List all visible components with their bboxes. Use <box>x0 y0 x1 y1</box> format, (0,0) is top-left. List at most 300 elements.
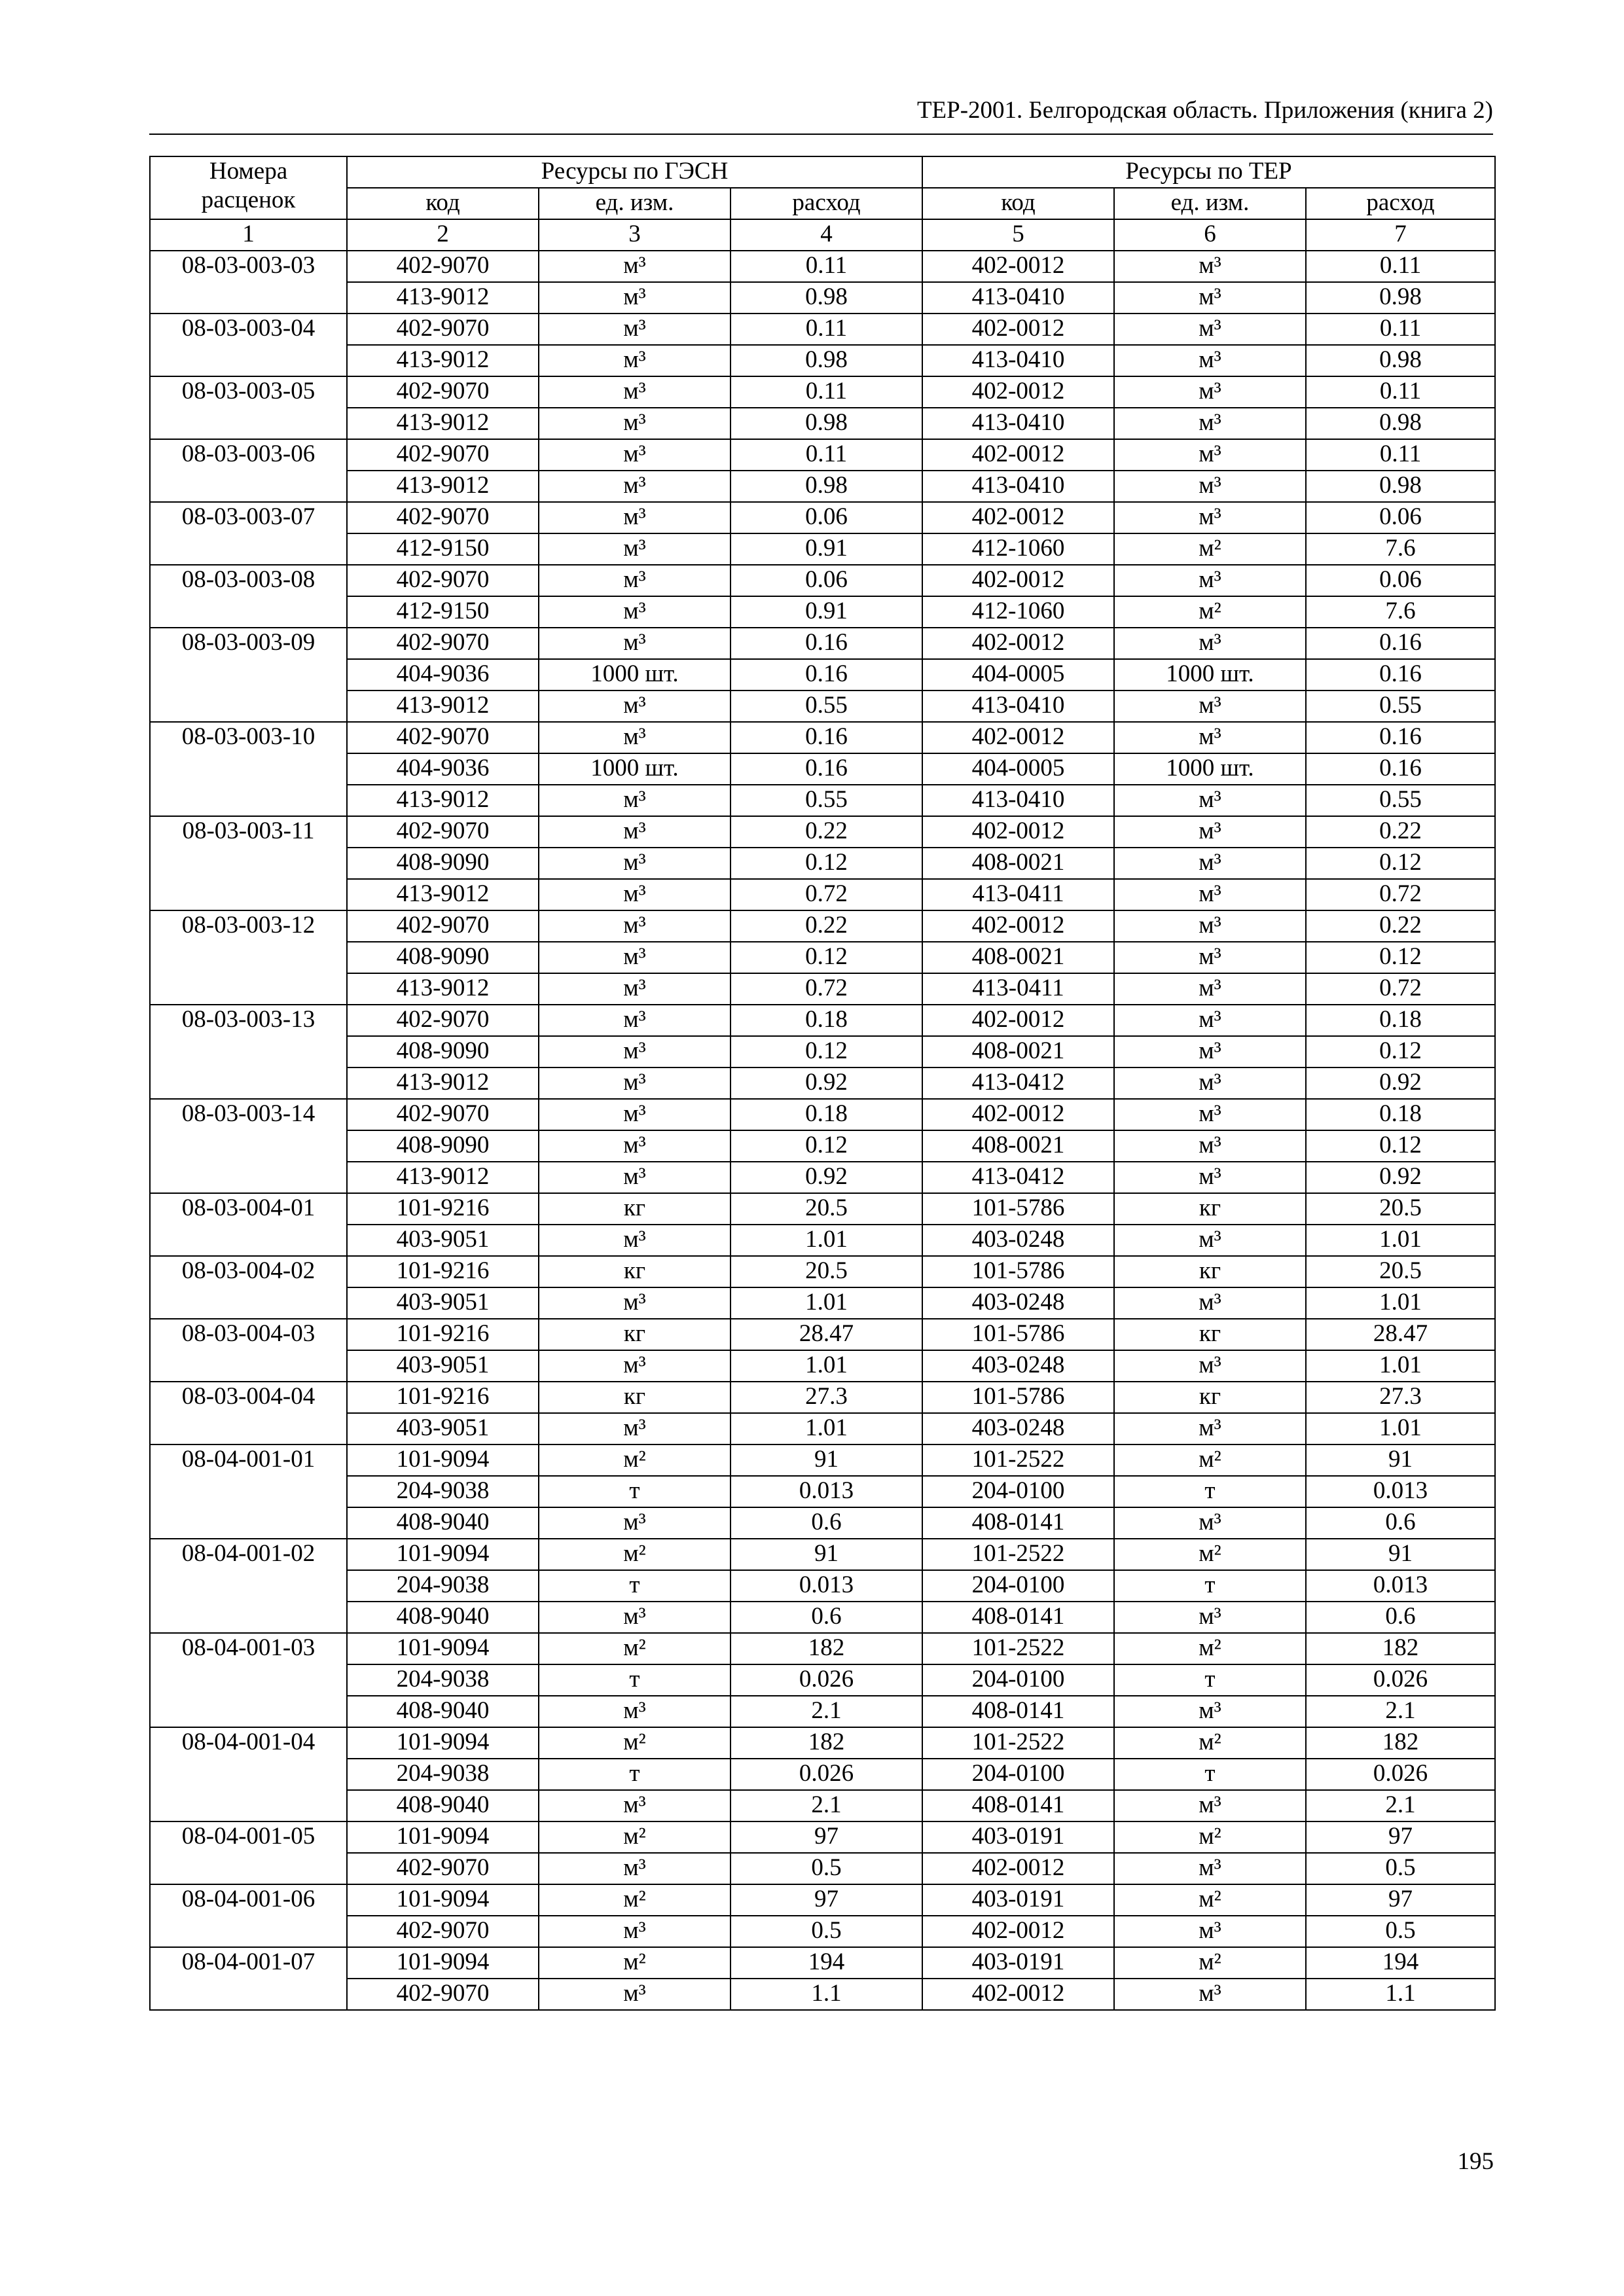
ter-consumption-cell: 0.22 <box>1306 910 1495 942</box>
table-row <box>150 1884 1495 1916</box>
gesn-consumption-cell: 0.06 <box>731 565 922 596</box>
gesn-code-cell: 101-9094 <box>347 1727 539 1759</box>
gesn-code-cell: 402-9070 <box>347 1916 539 1947</box>
gesn-code-cell: 413-9012 <box>347 345 539 376</box>
ter-code-cell: 402-0012 <box>922 251 1114 282</box>
gesn-header: Ресурсы по ГЭСН <box>347 156 922 188</box>
gesn-unit-cell: м³ <box>539 1916 731 1947</box>
ter-unit-cell: м³ <box>1114 1225 1306 1256</box>
table-row <box>150 1759 1495 1790</box>
ter-code-cell: 413-0410 <box>922 691 1114 722</box>
gesn-consumption-cell: 194 <box>731 1947 922 1979</box>
gesn-unit-cell: м³ <box>539 1099 731 1130</box>
ter-code-cell: 402-0012 <box>922 1099 1114 1130</box>
table-row <box>150 1664 1495 1696</box>
gesn-code-cell: 408-9040 <box>347 1602 539 1633</box>
ter-consumption-header: расход <box>1306 188 1495 219</box>
ter-code-cell: 413-0410 <box>922 471 1114 502</box>
ter-consumption-cell: 0.11 <box>1306 376 1495 408</box>
gesn-consumption-cell: 182 <box>731 1727 922 1759</box>
ter-unit-cell: м² <box>1114 1633 1306 1664</box>
gesn-consumption-cell: 0.5 <box>731 1853 922 1884</box>
gesn-unit-cell: м³ <box>539 1287 731 1319</box>
ter-unit-cell: кг <box>1114 1319 1306 1350</box>
gesn-code-cell: 402-9070 <box>347 910 539 942</box>
ter-code-cell: 413-0412 <box>922 1162 1114 1193</box>
gesn-unit-cell: м² <box>539 1727 731 1759</box>
ter-code-cell: 408-0021 <box>922 1036 1114 1067</box>
ter-unit-cell: м³ <box>1114 879 1306 910</box>
gesn-unit-cell: м² <box>539 1633 731 1664</box>
gesn-code-cell: 403-9051 <box>347 1287 539 1319</box>
rate-number-cell: 08-04-001-06 <box>150 1884 347 1947</box>
table-row <box>150 879 1495 910</box>
ter-code-cell: 204-0100 <box>922 1759 1114 1790</box>
ter-code-cell: 413-0410 <box>922 785 1114 816</box>
gesn-unit-cell: м³ <box>539 1350 731 1382</box>
gesn-consumption-cell: 0.6 <box>731 1602 922 1633</box>
gesn-consumption-cell: 20.5 <box>731 1193 922 1225</box>
table-row <box>150 1821 1495 1853</box>
ter-unit-cell: м² <box>1114 1821 1306 1853</box>
ter-unit-cell: т <box>1114 1476 1306 1507</box>
gesn-code-cell: 402-9070 <box>347 251 539 282</box>
ter-consumption-cell: 1.1 <box>1306 1979 1495 2010</box>
ter-unit-cell: м³ <box>1114 1005 1306 1036</box>
rate-number-cell: 08-03-004-02 <box>150 1256 347 1319</box>
gesn-consumption-cell: 0.16 <box>731 628 922 659</box>
gesn-unit-cell: м³ <box>539 1696 731 1727</box>
ter-consumption-cell: 0.92 <box>1306 1162 1495 1193</box>
gesn-consumption-cell: 0.06 <box>731 502 922 533</box>
table-row <box>150 314 1495 345</box>
ter-code-cell: 101-5786 <box>922 1382 1114 1413</box>
gesn-code-cell: 101-9094 <box>347 1633 539 1664</box>
ter-consumption-cell: 182 <box>1306 1727 1495 1759</box>
ter-unit-cell: т <box>1114 1664 1306 1696</box>
gesn-consumption-cell: 0.55 <box>731 691 922 722</box>
ter-code-cell: 101-5786 <box>922 1319 1114 1350</box>
gesn-unit-cell: м³ <box>539 314 731 345</box>
ter-code-cell: 402-0012 <box>922 314 1114 345</box>
gesn-consumption-cell: 91 <box>731 1444 922 1476</box>
ter-code-cell: 408-0141 <box>922 1602 1114 1633</box>
gesn-unit-cell: м³ <box>539 345 731 376</box>
gesn-unit-cell: м³ <box>539 1067 731 1099</box>
table-row <box>150 910 1495 942</box>
gesn-consumption-cell: 0.026 <box>731 1759 922 1790</box>
ter-consumption-cell: 0.5 <box>1306 1853 1495 1884</box>
head-row-sub <box>150 188 1495 219</box>
ter-code-cell: 402-0012 <box>922 816 1114 848</box>
gesn-unit-cell: м³ <box>539 1979 731 2010</box>
ter-unit-cell: м² <box>1114 533 1306 565</box>
ter-consumption-cell: 0.55 <box>1306 785 1495 816</box>
gesn-consumption-cell: 2.1 <box>731 1790 922 1821</box>
gesn-code-cell: 403-9051 <box>347 1225 539 1256</box>
ter-consumption-cell: 0.6 <box>1306 1507 1495 1539</box>
ter-unit-header: ед. изм. <box>1114 188 1306 219</box>
ter-unit-cell: м³ <box>1114 848 1306 879</box>
ter-code-cell: 101-5786 <box>922 1256 1114 1287</box>
ter-code-cell: 402-0012 <box>922 722 1114 753</box>
gesn-unit-cell: м³ <box>539 251 731 282</box>
gesn-code-cell: 402-9070 <box>347 722 539 753</box>
gesn-code-cell: 413-9012 <box>347 471 539 502</box>
ter-code-cell: 402-0012 <box>922 1005 1114 1036</box>
gesn-code-cell: 402-9070 <box>347 628 539 659</box>
gesn-unit-cell: м³ <box>539 942 731 973</box>
ter-code-cell: 101-5786 <box>922 1193 1114 1225</box>
gesn-consumption-cell: 0.16 <box>731 659 922 691</box>
gesn-code-cell: 101-9094 <box>347 1444 539 1476</box>
gesn-unit-cell: м³ <box>539 1005 731 1036</box>
gesn-code-cell: 404-9036 <box>347 659 539 691</box>
ter-unit-cell: м³ <box>1114 502 1306 533</box>
ter-unit-cell: кг <box>1114 1382 1306 1413</box>
gesn-code-cell: 101-9094 <box>347 1884 539 1916</box>
gesn-code-cell: 413-9012 <box>347 691 539 722</box>
ter-consumption-cell: 0.12 <box>1306 1036 1495 1067</box>
rate-number-cell: 08-03-003-12 <box>150 910 347 1005</box>
gesn-code-cell: 412-9150 <box>347 533 539 565</box>
gesn-code-cell: 408-9090 <box>347 848 539 879</box>
ter-consumption-cell: 0.5 <box>1306 1916 1495 1947</box>
table-row <box>150 942 1495 973</box>
ter-unit-cell: м³ <box>1114 439 1306 471</box>
ter-unit-cell: м³ <box>1114 1036 1306 1067</box>
ter-code-cell: 413-0412 <box>922 1067 1114 1099</box>
ter-code-cell: 101-2522 <box>922 1633 1114 1664</box>
gesn-code-cell: 204-9038 <box>347 1664 539 1696</box>
gesn-consumption-cell: 0.5 <box>731 1916 922 1947</box>
ter-consumption-cell: 27.3 <box>1306 1382 1495 1413</box>
gesn-consumption-cell: 0.16 <box>731 722 922 753</box>
ter-unit-cell: м³ <box>1114 628 1306 659</box>
rate-number-cell: 08-04-001-05 <box>150 1821 347 1884</box>
gesn-consumption-cell: 0.98 <box>731 282 922 314</box>
ter-code-cell: 204-0100 <box>922 1476 1114 1507</box>
gesn-code-cell: 408-9090 <box>347 1130 539 1162</box>
gesn-code-cell: 404-9036 <box>347 753 539 785</box>
ter-consumption-cell: 0.98 <box>1306 408 1495 439</box>
rate-number-cell: 08-03-003-04 <box>150 314 347 376</box>
rate-number-cell: 08-04-001-04 <box>150 1727 347 1821</box>
gesn-unit-cell: м³ <box>539 628 731 659</box>
rate-number-cell: 08-03-003-03 <box>150 251 347 314</box>
gesn-consumption-cell: 20.5 <box>731 1256 922 1287</box>
ter-code-cell: 101-2522 <box>922 1444 1114 1476</box>
table-row <box>150 722 1495 753</box>
ter-unit-cell: м² <box>1114 596 1306 628</box>
running-title: ТЕР-2001. Белгородская область. Приложения (книга 2) <box>916 97 1493 124</box>
table-row <box>150 439 1495 471</box>
ter-unit-cell: м³ <box>1114 345 1306 376</box>
ter-consumption-cell: 0.06 <box>1306 502 1495 533</box>
gesn-consumption-cell: 0.18 <box>731 1005 922 1036</box>
column-number: 3 <box>539 219 731 251</box>
gesn-consumption-cell: 0.91 <box>731 596 922 628</box>
ter-code-cell: 403-0248 <box>922 1413 1114 1444</box>
gesn-unit-cell: м³ <box>539 910 731 942</box>
gesn-code-cell: 101-9216 <box>347 1256 539 1287</box>
table-body <box>150 251 1495 2010</box>
ter-consumption-cell: 1.01 <box>1306 1413 1495 1444</box>
column-numbers-row <box>150 219 1495 251</box>
table-row <box>150 533 1495 565</box>
gesn-code-cell: 403-9051 <box>347 1350 539 1382</box>
ter-code-cell: 408-0021 <box>922 942 1114 973</box>
ter-code-cell: 413-0410 <box>922 345 1114 376</box>
gesn-unit-cell: м² <box>539 1444 731 1476</box>
gesn-consumption-cell: 0.12 <box>731 942 922 973</box>
ter-code-cell: 413-0410 <box>922 408 1114 439</box>
ter-consumption-cell: 1.01 <box>1306 1225 1495 1256</box>
gesn-consumption-cell: 0.11 <box>731 314 922 345</box>
table-row <box>150 502 1495 533</box>
table-row <box>150 1067 1495 1099</box>
gesn-unit-cell: м³ <box>539 816 731 848</box>
gesn-code-cell: 408-9090 <box>347 1036 539 1067</box>
gesn-unit-cell: м³ <box>539 785 731 816</box>
rate-number-cell: 08-03-004-03 <box>150 1319 347 1382</box>
ter-consumption-cell: 91 <box>1306 1539 1495 1570</box>
table-row <box>150 1476 1495 1507</box>
ter-consumption-cell: 20.5 <box>1306 1193 1495 1225</box>
rate-number-cell: 08-03-004-04 <box>150 1382 347 1444</box>
gesn-unit-cell: м³ <box>539 533 731 565</box>
ter-unit-cell: м³ <box>1114 1350 1306 1382</box>
gesn-code-cell: 408-9040 <box>347 1696 539 1727</box>
table-row <box>150 1979 1495 2010</box>
gesn-consumption-cell: 0.11 <box>731 376 922 408</box>
ter-consumption-cell: 0.92 <box>1306 1067 1495 1099</box>
table-row <box>150 1162 1495 1193</box>
gesn-unit-cell: т <box>539 1759 731 1790</box>
ter-consumption-cell: 7.6 <box>1306 533 1495 565</box>
table-row <box>150 1005 1495 1036</box>
ter-consumption-cell: 1.01 <box>1306 1350 1495 1382</box>
gesn-code-cell: 402-9070 <box>347 816 539 848</box>
rate-number-cell: 08-03-003-08 <box>150 565 347 628</box>
ter-unit-cell: кг <box>1114 1256 1306 1287</box>
gesn-consumption-cell: 27.3 <box>731 1382 922 1413</box>
gesn-consumption-cell: 1.01 <box>731 1287 922 1319</box>
gesn-consumption-cell: 2.1 <box>731 1696 922 1727</box>
table-row <box>150 1382 1495 1413</box>
gesn-unit-cell: м³ <box>539 471 731 502</box>
table-row <box>150 1225 1495 1256</box>
ter-consumption-cell: 0.06 <box>1306 565 1495 596</box>
gesn-unit-cell: м³ <box>539 1507 731 1539</box>
column-number: 4 <box>731 219 922 251</box>
gesn-code-cell: 408-9040 <box>347 1790 539 1821</box>
column-number: 7 <box>1306 219 1495 251</box>
table-row <box>150 691 1495 722</box>
page-header <box>149 94 1493 135</box>
ter-code-cell: 404-0005 <box>922 659 1114 691</box>
ter-unit-cell: м² <box>1114 1539 1306 1570</box>
gesn-unit-cell: м³ <box>539 879 731 910</box>
ter-unit-cell: м³ <box>1114 314 1306 345</box>
gesn-unit-cell: м³ <box>539 848 731 879</box>
ter-unit-cell: м³ <box>1114 1162 1306 1193</box>
ter-code-cell: 413-0411 <box>922 973 1114 1005</box>
column-number: 2 <box>347 219 539 251</box>
ter-unit-cell: м² <box>1114 1444 1306 1476</box>
gesn-consumption-cell: 1.01 <box>731 1225 922 1256</box>
ter-code-cell: 402-0012 <box>922 502 1114 533</box>
ter-code-cell: 402-0012 <box>922 628 1114 659</box>
ter-unit-cell: м³ <box>1114 1130 1306 1162</box>
gesn-unit-cell: кг <box>539 1319 731 1350</box>
ter-code-header: код <box>922 188 1114 219</box>
ter-consumption-cell: 2.1 <box>1306 1790 1495 1821</box>
ter-code-cell: 402-0012 <box>922 376 1114 408</box>
gesn-consumption-cell: 0.98 <box>731 345 922 376</box>
gesn-consumption-cell: 0.91 <box>731 533 922 565</box>
gesn-code-cell: 101-9094 <box>347 1539 539 1570</box>
gesn-consumption-cell: 0.22 <box>731 816 922 848</box>
ter-code-cell: 402-0012 <box>922 910 1114 942</box>
rate-number-cell: 08-04-001-03 <box>150 1633 347 1727</box>
gesn-consumption-cell: 0.013 <box>731 1570 922 1602</box>
table-row <box>150 1193 1495 1225</box>
table-row <box>150 471 1495 502</box>
ter-consumption-cell: 0.013 <box>1306 1476 1495 1507</box>
gesn-code-cell: 402-9070 <box>347 502 539 533</box>
ter-code-cell: 413-0411 <box>922 879 1114 910</box>
ter-code-cell: 402-0012 <box>922 439 1114 471</box>
table-row <box>150 1507 1495 1539</box>
gesn-consumption-cell: 0.11 <box>731 439 922 471</box>
ter-consumption-cell: 0.98 <box>1306 471 1495 502</box>
ter-unit-cell: м³ <box>1114 1696 1306 1727</box>
table-row <box>150 1916 1495 1947</box>
rate-number-cell: 08-03-003-10 <box>150 722 347 816</box>
gesn-code-cell: 413-9012 <box>347 408 539 439</box>
gesn-consumption-header: расход <box>731 188 922 219</box>
ter-code-cell: 408-0141 <box>922 1696 1114 1727</box>
ter-code-cell: 204-0100 <box>922 1570 1114 1602</box>
resources-table <box>149 156 1496 2011</box>
table-row <box>150 753 1495 785</box>
gesn-code-cell: 402-9070 <box>347 314 539 345</box>
ter-consumption-cell: 0.16 <box>1306 722 1495 753</box>
rate-number-cell: 08-03-003-09 <box>150 628 347 722</box>
gesn-code-cell: 413-9012 <box>347 282 539 314</box>
gesn-code-cell: 204-9038 <box>347 1570 539 1602</box>
gesn-code-cell: 204-9038 <box>347 1476 539 1507</box>
ter-unit-cell: м³ <box>1114 1413 1306 1444</box>
gesn-consumption-cell: 0.18 <box>731 1099 922 1130</box>
gesn-consumption-cell: 0.16 <box>731 753 922 785</box>
gesn-code-cell: 402-9070 <box>347 439 539 471</box>
gesn-consumption-cell: 1.01 <box>731 1413 922 1444</box>
ter-consumption-cell: 194 <box>1306 1947 1495 1979</box>
ter-unit-cell: м³ <box>1114 408 1306 439</box>
ter-consumption-cell: 0.013 <box>1306 1570 1495 1602</box>
ter-unit-cell: м³ <box>1114 722 1306 753</box>
gesn-unit-cell: м³ <box>539 1853 731 1884</box>
gesn-consumption-cell: 0.6 <box>731 1507 922 1539</box>
ter-code-cell: 408-0141 <box>922 1507 1114 1539</box>
rate-number-cell: 08-03-003-11 <box>150 816 347 910</box>
table-row <box>150 816 1495 848</box>
ter-header: Ресурсы по ТЕР <box>922 156 1495 188</box>
table-row <box>150 1633 1495 1664</box>
table-row <box>150 628 1495 659</box>
ter-consumption-cell: 1.01 <box>1306 1287 1495 1319</box>
gesn-consumption-cell: 0.72 <box>731 973 922 1005</box>
ter-code-cell: 403-0248 <box>922 1350 1114 1382</box>
ter-consumption-cell: 20.5 <box>1306 1256 1495 1287</box>
ter-consumption-cell: 0.16 <box>1306 628 1495 659</box>
ter-consumption-cell: 7.6 <box>1306 596 1495 628</box>
gesn-code-cell: 402-9070 <box>347 376 539 408</box>
table-row <box>150 596 1495 628</box>
ter-code-cell: 403-0191 <box>922 1884 1114 1916</box>
gesn-unit-cell: 1000 шт. <box>539 659 731 691</box>
table-row <box>150 1727 1495 1759</box>
ter-code-cell: 402-0012 <box>922 1853 1114 1884</box>
ter-unit-cell: м³ <box>1114 1916 1306 1947</box>
rate-number-cell: 08-04-001-07 <box>150 1947 347 2010</box>
ter-unit-cell: м³ <box>1114 471 1306 502</box>
gesn-unit-cell: м² <box>539 1884 731 1916</box>
ter-code-cell: 402-0012 <box>922 1979 1114 2010</box>
ter-consumption-cell: 2.1 <box>1306 1696 1495 1727</box>
table-row <box>150 1256 1495 1287</box>
ter-consumption-cell: 0.22 <box>1306 816 1495 848</box>
gesn-unit-cell: м³ <box>539 1162 731 1193</box>
gesn-consumption-cell: 91 <box>731 1539 922 1570</box>
table-row <box>150 785 1495 816</box>
gesn-unit-cell: т <box>539 1570 731 1602</box>
table-row <box>150 282 1495 314</box>
table-row <box>150 1539 1495 1570</box>
gesn-unit-cell: м³ <box>539 1225 731 1256</box>
gesn-consumption-cell: 0.013 <box>731 1476 922 1507</box>
table-row <box>150 1099 1495 1130</box>
ter-code-cell: 412-1060 <box>922 596 1114 628</box>
gesn-code-cell: 413-9012 <box>347 879 539 910</box>
gesn-consumption-cell: 0.98 <box>731 408 922 439</box>
gesn-code-cell: 412-9150 <box>347 596 539 628</box>
ter-code-cell: 403-0191 <box>922 1821 1114 1853</box>
gesn-code-cell: 101-9094 <box>347 1821 539 1853</box>
gesn-unit-cell: т <box>539 1476 731 1507</box>
table-head <box>150 156 1495 251</box>
ter-consumption-cell: 0.55 <box>1306 691 1495 722</box>
ter-unit-cell: м³ <box>1114 1099 1306 1130</box>
gesn-code-cell: 408-9040 <box>347 1507 539 1539</box>
column-number: 1 <box>150 219 347 251</box>
gesn-code-cell: 408-9090 <box>347 942 539 973</box>
rate-number-cell: 08-04-001-01 <box>150 1444 347 1539</box>
ter-unit-cell: м³ <box>1114 1067 1306 1099</box>
gesn-code-cell: 204-9038 <box>347 1759 539 1790</box>
ter-unit-cell: т <box>1114 1570 1306 1602</box>
ter-consumption-cell: 0.98 <box>1306 345 1495 376</box>
ter-consumption-cell: 97 <box>1306 1821 1495 1853</box>
ter-unit-cell: м³ <box>1114 910 1306 942</box>
ter-consumption-cell: 0.18 <box>1306 1099 1495 1130</box>
gesn-unit-cell: м³ <box>539 282 731 314</box>
ter-consumption-cell: 182 <box>1306 1633 1495 1664</box>
gesn-consumption-cell: 0.12 <box>731 1130 922 1162</box>
gesn-unit-cell: кг <box>539 1256 731 1287</box>
